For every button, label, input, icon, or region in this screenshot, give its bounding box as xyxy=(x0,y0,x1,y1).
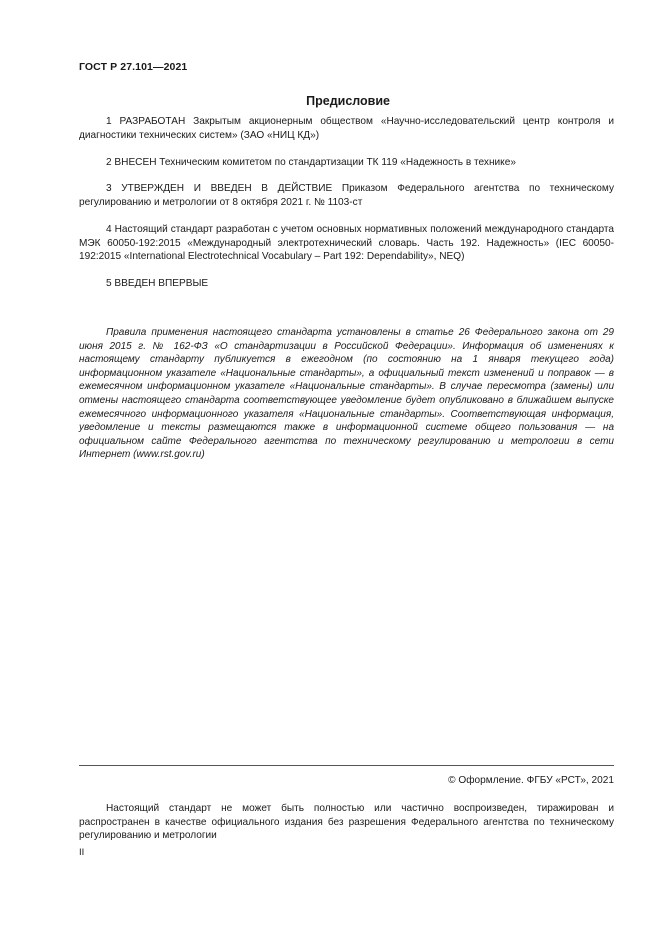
page-number: II xyxy=(79,847,85,858)
reproduction-notice: Настоящий стандарт не может быть полностью или частично воспроизведен, тиражирован и распространен в качестве официального издания без разрешения Федерального агентства по техническому регулированию и метрологии xyxy=(79,803,614,842)
preface-title: Предисловие xyxy=(306,94,390,108)
preface-item-1: 1 РАЗРАБОТАН Закрытым акционерным обществом «Научно-исследовательский центр контроля и диагностики технических систем» (ЗАО «НИЦ КД») xyxy=(79,116,614,141)
preface-item-5: 5 ВВЕДЕН ВПЕРВЫЕ xyxy=(106,278,209,289)
document-code: ГОСТ Р 27.101—2021 xyxy=(79,61,188,73)
preface-item-3: 3 УТВЕРЖДЕН И ВВЕДЕН В ДЕЙСТВИЕ Приказом Федерального агентства по техническому регулированию и метрологии от 8 октября 2021 г. № 1103-ст xyxy=(79,183,614,208)
preface-item-4: 4 Настоящий стандарт разработан с учетом основных нормативных положений международного стандарта МЭК 60050-192:2015 «Международный электротехнический словарь. Часть 192. Надежность» (IEC 60050-192:2015 «International Electrotechnical Vocabulary – Part 192: Dependability», NEQ) xyxy=(79,224,614,263)
preface-heading-wrap xyxy=(79,92,614,110)
standard-application-note: Правила применения настоящего стандарта установлены в статье 26 Федерального закона от 29 июня 2015 г. № 162-ФЗ «О стандартизации в Российской Федерации». Информация об изменениях к настоящему стандарту публикуется в ежегодном (по состоянию на 1 января текущего года) информационном указателе «Национальные стандарты», а официальный текст изменений и поправок — в ежемесячном информационном указателе «Национальные стандарты». В случае пересмотра (замены) или отмены настоящего стандарта соответствующее уведомление будет опубликовано в ближайшем выпуске ежемесячного информационного указателя «Национальные стандарты». Соответствующая информация, уведомление и тексты размещаются также в информационной системе общего пользования — на официальном сайте Федерального агентства по техническому регулированию и метрологии в сети Интернет (www.rst.gov.ru) xyxy=(79,327,614,461)
copyright-line: © Оформление. ФГБУ «РСТ», 2021 xyxy=(448,775,614,786)
footer-divider xyxy=(79,765,614,766)
preface-item-2: 2 ВНЕСЕН Техническим комитетом по стандартизации ТК 119 «Надежность в технике» xyxy=(106,157,516,168)
